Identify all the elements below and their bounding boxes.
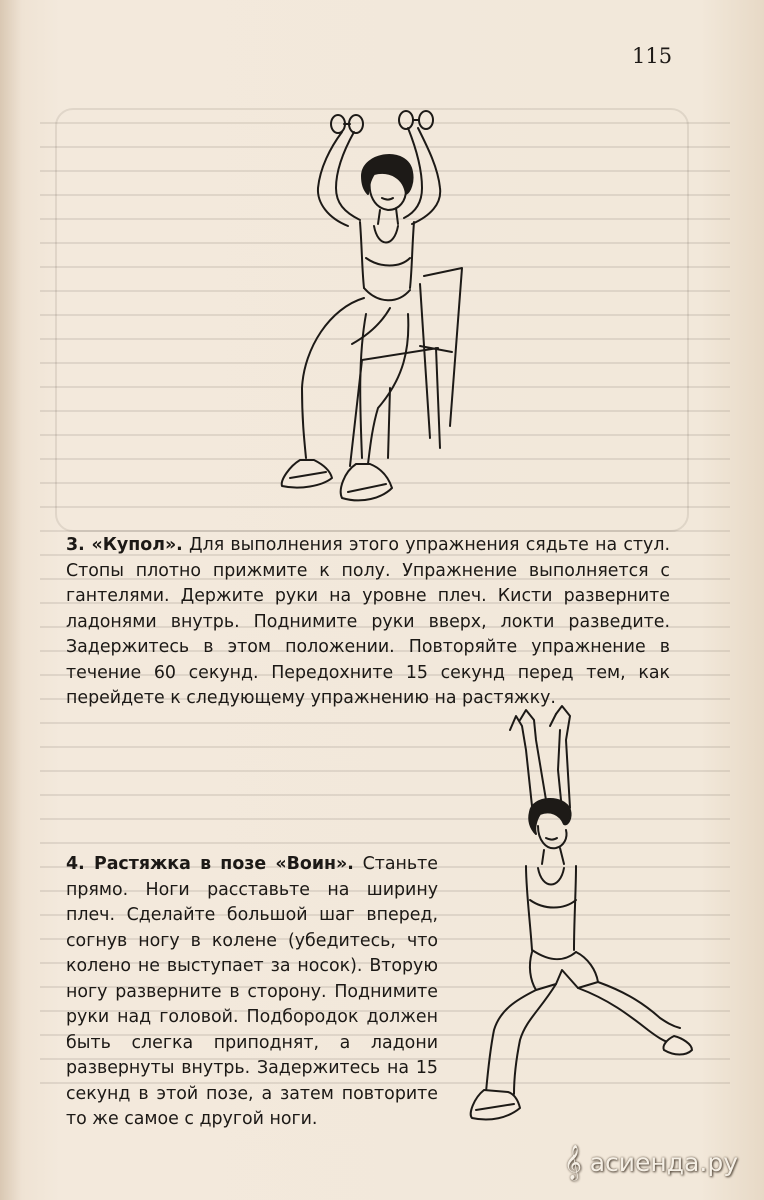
right-dumbbell-icon	[399, 111, 433, 129]
page-number: 115	[632, 44, 673, 68]
site-watermark[interactable]	[564, 1145, 738, 1180]
treble-clef-icon: 𝄞	[564, 1145, 582, 1180]
exercise-4-body: Станьте прямо. Ноги расставьте на ширину плеч. Сделайте большой шаг вперед, согнув ногу в колене (убедитесь, что колено не выступает за носок). Вторую ногу разверните в сторону. Поднимите руки над головой. Подбородок должен быть слегка приподнят, а ладони развернуты внутрь. Задержитесь на 15 секунд в этой позе, а затем повторите то же самое с другой ноги.	[66, 854, 438, 1129]
exercise-3-text	[66, 533, 670, 712]
seated-dumbbell-illustration	[270, 108, 470, 518]
exercise-3-title: 3. «Купол».	[66, 535, 183, 555]
exercise-4-title: 4. Растяжка в позе «Воин».	[66, 854, 354, 874]
exercise-3-body: Для выполнения этого упражнения сядьте на стул. Стопы плотно прижмите к полу. Упражнение выполняется с гантелями. Держите руки на уровне плеч. Кисти разверните ладонями внутрь. Поднимите руки вверх, локти разведите. Задержитесь в этом положении. Повторяйте упражнение в течение 60 секунд. Передохните 15 секунд перед тем, как перейдете к следующему упражнению на растяжку.	[66, 535, 670, 708]
watermark-text: асиенда.ру	[589, 1148, 738, 1177]
left-dumbbell-icon	[331, 115, 363, 133]
exercise-4-text	[66, 852, 438, 1133]
warrior-pose-illustration	[460, 700, 694, 1130]
